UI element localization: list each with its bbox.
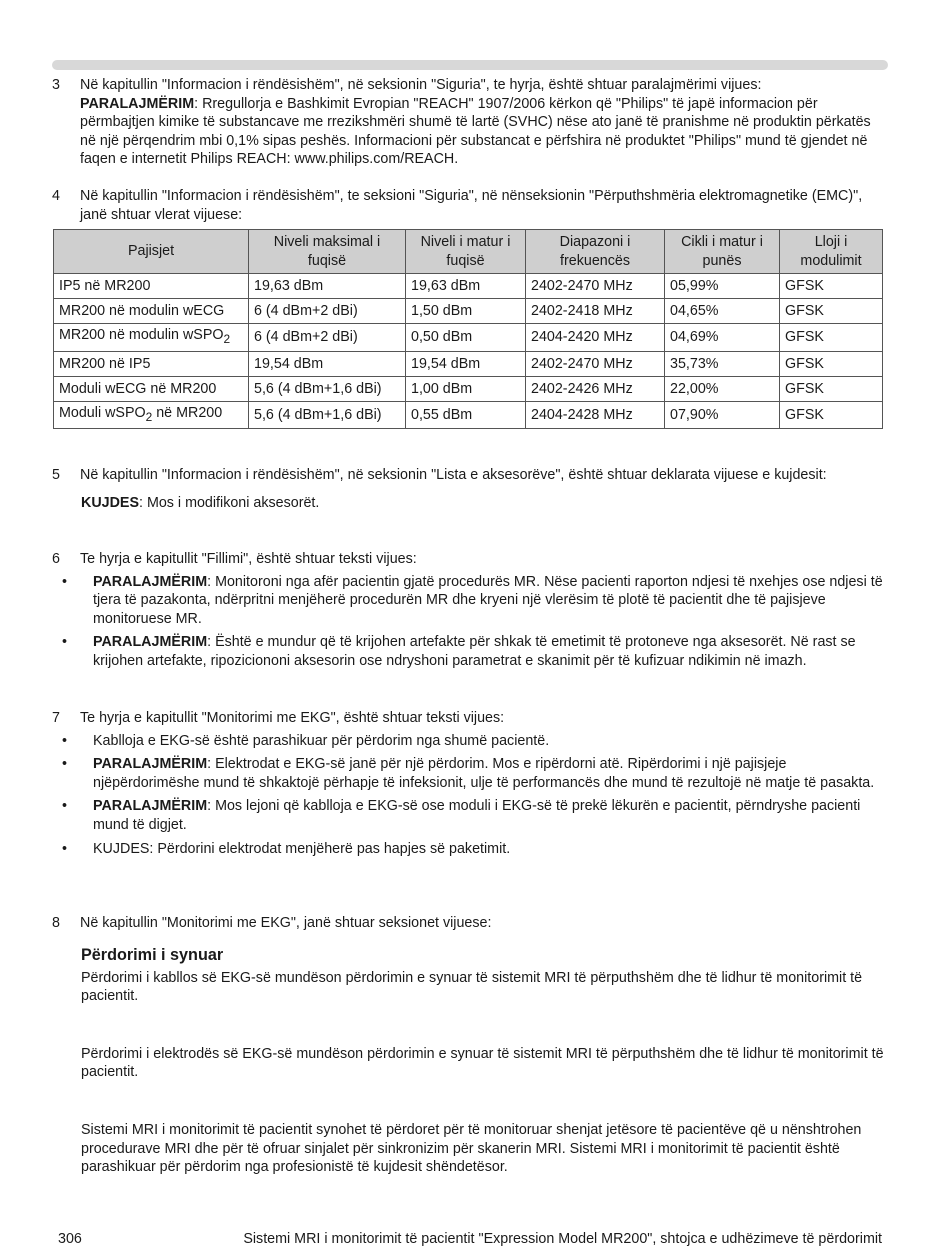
warning-label: PARALAJMËRIM <box>93 798 208 815</box>
frequency-range-cell: 2402-2418 MHz <box>526 299 665 324</box>
duty-cycle-cell: 07,90% <box>665 401 780 428</box>
modulation-cell: GFSK <box>780 324 883 351</box>
item-intro: Në kapitullin "Informacion i rëndësishëm", në seksionin "Lista e aksesorëve", është shtuar deklarata vijuese e kujdesit: <box>80 467 827 483</box>
bullet-list <box>52 573 888 671</box>
column-header: Cikli i matur i punës <box>665 230 780 274</box>
item-8 <box>52 914 888 1177</box>
table-row <box>54 274 883 299</box>
warning-label: PARALAJMËRIM <box>80 95 195 112</box>
modulation-cell: GFSK <box>780 376 883 401</box>
list-item <box>52 755 888 792</box>
warning-label: PARALAJMËRIM <box>93 573 208 590</box>
modulation-cell: GFSK <box>780 351 883 376</box>
bullet-icon: • <box>62 756 68 773</box>
warning-label: PARALAJMËRIM <box>93 634 208 651</box>
item-5 <box>52 466 888 512</box>
frequency-range-cell: 2404-2428 MHz <box>526 401 665 428</box>
max-power-cell: 19,63 dBm <box>249 274 406 299</box>
device-cell <box>54 401 249 428</box>
device-name-suffix: në MR200 <box>152 404 223 421</box>
warning-label: PARALAJMËRIM <box>93 756 208 773</box>
list-item-text: : Elektrodat e EKG-së janë për një përdorim. Mos e ripërdorni atë. Ripërdorimi i një pajisjeje njëpërdorimëshe mund të shkaktojë përhapje të infeksionit, ulje të performancës dhe mund të rezultojë në matje të pasakta. <box>93 756 875 791</box>
paragraph: Sistemi MRI i monitorimit të pacientit synohet të përdoret për të monitoruar shenjat jetësore të pacientëve që u nënshtrohen procedurave MRI dhe për të ofruar sinjalet për sinkronizim për skanerin MRI. Sistemi MRI i monitorimit të pacientit është parashikuar për përdorim nga profesionistë të kujdesit shëndetësor. <box>81 1121 862 1176</box>
footer-title: Sistemi MRI i monitorimit të pacientit "Expression Model MR200", shtojca e udhëzimeve të përdorimit <box>243 1231 882 1247</box>
caution-paragraph <box>81 494 888 513</box>
measured-power-cell: 19,63 dBm <box>406 274 526 299</box>
device-cell <box>54 324 249 351</box>
table-row <box>54 376 883 401</box>
device-name: Moduli wSPO <box>59 404 146 421</box>
page-number: 306 <box>58 1231 82 1247</box>
list-item-text: : Është e mundur që të krijohen artefakte për shkak të emetimit të protoneve nga aksesorët. Në rast se krijohen artefakte, ripoziciononi aksesorin ose ndryshoni parametrat e skanimit për të kufizuar ndikimin në imazh. <box>93 634 856 669</box>
item-intro: Në kapitullin "Informacion i rëndësishëm", në seksionin "Siguria", te hyrja, është shtuar paralajmërimi vijues: <box>80 77 762 93</box>
max-power-cell: 5,6 (4 dBm+1,6 dBi) <box>249 376 406 401</box>
list-item-text: : Monitoroni nga afër pacientin gjatë procedurës MR. Nëse pacienti raporton ndjesi të nxehjes ose ndjesi të tjera të pazakonta, ndërpritni menjëherë procedurën MR dhe kryeni një vlerësim të plotë të pacientit dhe të pajisjeve monitoruese MR. <box>93 573 883 627</box>
modulation-cell: GFSK <box>780 299 883 324</box>
frequency-range-cell: 2404-2420 MHz <box>526 324 665 351</box>
max-power-cell: 6 (4 dBm+2 dBi) <box>249 299 406 324</box>
column-header: Diapazoni i frekuencës <box>526 230 665 274</box>
device-cell <box>54 351 249 376</box>
list-item-text: KUJDES: Përdorini elektrodat menjëherë pas hapjes së paketimit. <box>93 840 511 857</box>
device-name: IP5 në MR200 <box>59 278 151 295</box>
device-name: MR200 në modulin wSPO <box>59 327 224 344</box>
column-header: Lloji i modulimit <box>780 230 883 274</box>
bullet-list <box>52 732 888 859</box>
duty-cycle-cell: 04,65% <box>665 299 780 324</box>
max-power-cell: 5,6 (4 dBm+1,6 dBi) <box>249 401 406 428</box>
section-heading: Përdorimi i synuar <box>81 945 224 964</box>
column-header: Niveli i matur i fuqisë <box>406 230 526 274</box>
device-cell <box>54 299 249 324</box>
table-row <box>54 324 883 351</box>
duty-cycle-cell: 35,73% <box>665 351 780 376</box>
warning-paragraph <box>80 95 888 169</box>
caution-text: : Mos i modifikoni aksesorët. <box>139 494 320 511</box>
measured-power-cell: 1,50 dBm <box>406 299 526 324</box>
measured-power-cell: 19,54 dBm <box>406 351 526 376</box>
modulation-cell: GFSK <box>780 401 883 428</box>
max-power-cell: 19,54 dBm <box>249 351 406 376</box>
item-number: 7 <box>52 710 60 726</box>
item-number: 4 <box>52 188 60 204</box>
device-name: Moduli wECG në MR200 <box>59 380 217 397</box>
list-item <box>52 633 888 670</box>
paragraph: Përdorimi i elektrodës së EKG-së mundëson përdorimin e synuar të sistemit MRI të përputhshëm dhe të lidhur të monitorimit të pacientit. <box>81 1045 884 1081</box>
list-item <box>52 573 888 629</box>
measured-power-cell: 0,50 dBm <box>406 324 526 351</box>
list-item-text: : Mos lejoni që kablloja e EKG-së ose moduli i EKG-së të prekë lëkurën e pacientit, përndryshe pacienti mund të digjet. <box>93 798 861 833</box>
table-row <box>54 299 883 324</box>
list-item <box>52 732 888 751</box>
bullet-icon: • <box>62 840 68 857</box>
measured-power-cell: 1,00 dBm <box>406 376 526 401</box>
emc-table <box>53 229 883 429</box>
frequency-range-cell: 2402-2470 MHz <box>526 274 665 299</box>
device-name: MR200 në IP5 <box>59 355 151 372</box>
item-number: 3 <box>52 77 60 93</box>
device-cell <box>54 274 249 299</box>
duty-cycle-cell: 22,00% <box>665 376 780 401</box>
item-number: 6 <box>52 551 60 567</box>
subscript: 2 <box>145 409 153 424</box>
device-cell <box>54 376 249 401</box>
table-header-row <box>54 230 883 274</box>
bullet-icon: • <box>62 732 68 749</box>
column-header: Pajisjet <box>54 230 249 274</box>
warning-text: : Rregullorja e Bashkimit Evropian "REACH" 1907/2006 kërkon që "Philips" të japë informacion për përmbajtjen kimike të substancave me rrezikshmëri shumë të lartë (SVHC) nëse ato janë të pranishme në produktin përkatës në një përqendrim mbi 0,1% sipas peshës. Informacioni për substancat e përfshira në produktet "Philips" mund të gjendet në faqen e internetit Philips REACH: www.philips.com/REACH. <box>80 95 871 168</box>
device-name: MR200 në modulin wECG <box>59 303 225 320</box>
modulation-cell: GFSK <box>780 274 883 299</box>
frequency-range-cell: 2402-2426 MHz <box>526 376 665 401</box>
item-number: 8 <box>52 915 60 931</box>
caution-label: KUJDES <box>81 494 139 511</box>
list-item-text: Kablloja e EKG-së është parashikuar për përdorim nga shumë pacientë. <box>93 732 550 749</box>
bullet-icon: • <box>62 798 68 815</box>
item-intro: Te hyrja e kapitullit "Fillimi", është shtuar teksti vijues: <box>80 551 417 567</box>
bullet-icon: • <box>62 573 68 590</box>
top-rule <box>52 60 888 70</box>
item-intro: Në kapitullin "Informacion i rëndësishëm", te seksioni "Siguria", në nënseksionin "Përputhshmëria elektromagnetike (EMC)", janë shtuar vlerat vijuese: <box>80 188 863 223</box>
bullet-icon: • <box>62 634 68 651</box>
item-6 <box>52 550 888 676</box>
item-7 <box>52 709 888 863</box>
duty-cycle-cell: 04,69% <box>665 324 780 351</box>
table-row <box>54 401 883 428</box>
list-item <box>52 797 888 834</box>
measured-power-cell: 0,55 dBm <box>406 401 526 428</box>
item-intro: Në kapitullin "Monitorimi me EKG", janë shtuar seksionet vijuese: <box>80 915 492 931</box>
paragraph: Përdorimi i kabllos së EKG-së mundëson përdorimin e synuar të sistemit MRI të përputhshëm dhe të lidhur të monitorimit të pacientit. <box>81 969 863 1005</box>
item-3 <box>52 76 888 169</box>
column-header: Niveli maksimal i fuqisë <box>249 230 406 274</box>
subscript: 2 <box>223 332 231 347</box>
item-intro: Te hyrja e kapitullit "Monitorimi me EKG", është shtuar teksti vijues: <box>80 710 505 726</box>
list-item <box>52 840 888 859</box>
item-number: 5 <box>52 467 60 483</box>
duty-cycle-cell: 05,99% <box>665 274 780 299</box>
item-4 <box>52 187 888 429</box>
table-row <box>54 351 883 376</box>
max-power-cell: 6 (4 dBm+2 dBi) <box>249 324 406 351</box>
frequency-range-cell: 2402-2470 MHz <box>526 351 665 376</box>
